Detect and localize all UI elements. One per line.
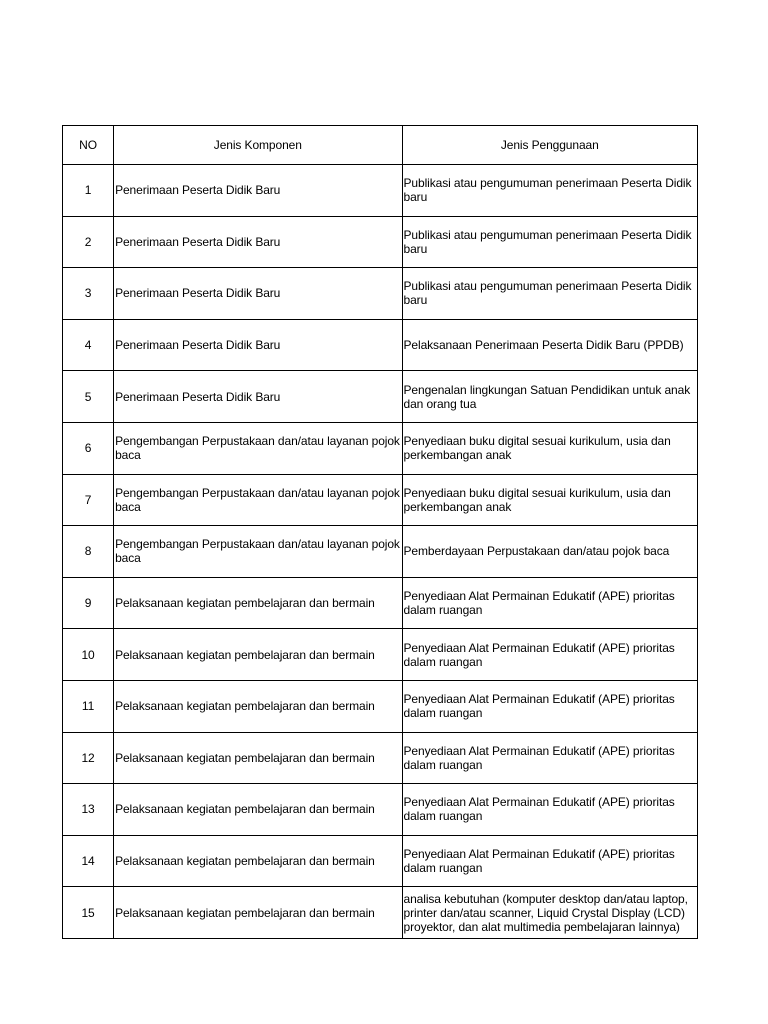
cell-jenis-penggunaan: Penyediaan Alat Permainan Edukatif (APE) prioritas dalam ruangan <box>402 629 697 681</box>
cell-jenis-penggunaan: Penyediaan Alat Permainan Edukatif (APE) prioritas dalam ruangan <box>402 784 697 836</box>
cell-jenis-komponen: Pelaksanaan kegiatan pembelajaran dan bermain <box>114 577 402 629</box>
header-no: NO <box>63 126 114 165</box>
table-row <box>63 319 698 371</box>
cell-jenis-penggunaan: Publikasi atau pengumuman penerimaan Peserta Didik baru <box>402 165 697 217</box>
cell-jenis-penggunaan: Penyediaan Alat Permainan Edukatif (APE) prioritas dalam ruangan <box>402 732 697 784</box>
cell-jenis-komponen: Pelaksanaan kegiatan pembelajaran dan bermain <box>114 887 402 939</box>
table-row <box>63 577 698 629</box>
header-jenis-komponen: Jenis Komponen <box>114 126 402 165</box>
cell-jenis-penggunaan: Penyediaan buku digital sesuai kurikulum, usia dan perkembangan anak <box>402 422 697 474</box>
cell-jenis-penggunaan: Pelaksanaan Penerimaan Peserta Didik Baru (PPDB) <box>402 319 697 371</box>
table-header-row <box>63 126 698 165</box>
cell-no: 3 <box>63 268 114 320</box>
cell-no: 6 <box>63 422 114 474</box>
cell-jenis-penggunaan: Publikasi atau pengumuman penerimaan Peserta Didik baru <box>402 268 697 320</box>
table-row <box>63 835 698 887</box>
cell-jenis-komponen: Pelaksanaan kegiatan pembelajaran dan bermain <box>114 680 402 732</box>
cell-no: 9 <box>63 577 114 629</box>
cell-no: 1 <box>63 165 114 217</box>
table-row <box>63 216 698 268</box>
table-row <box>63 784 698 836</box>
table-row <box>63 526 698 578</box>
cell-jenis-komponen: Pelaksanaan kegiatan pembelajaran dan bermain <box>114 732 402 784</box>
cell-jenis-penggunaan: Pemberdayaan Perpustakaan dan/atau pojok baca <box>402 526 697 578</box>
cell-jenis-komponen: Pengembangan Perpustakaan dan/atau layanan pojok baca <box>114 422 402 474</box>
cell-jenis-penggunaan: Penyediaan Alat Permainan Edukatif (APE) prioritas dalam ruangan <box>402 835 697 887</box>
table-row <box>63 732 698 784</box>
table-row <box>63 268 698 320</box>
cell-jenis-komponen: Penerimaan Peserta Didik Baru <box>114 165 402 217</box>
cell-no: 10 <box>63 629 114 681</box>
table-row <box>63 887 698 939</box>
cell-jenis-komponen: Pengembangan Perpustakaan dan/atau layanan pojok baca <box>114 526 402 578</box>
header-jenis-penggunaan: Jenis Penggunaan <box>402 126 697 165</box>
cell-jenis-komponen: Pelaksanaan kegiatan pembelajaran dan bermain <box>114 835 402 887</box>
cell-jenis-penggunaan: Penyediaan Alat Permainan Edukatif (APE) prioritas dalam ruangan <box>402 680 697 732</box>
cell-no: 15 <box>63 887 114 939</box>
data-table <box>62 125 698 939</box>
cell-jenis-komponen: Penerimaan Peserta Didik Baru <box>114 268 402 320</box>
table-row <box>63 680 698 732</box>
cell-jenis-komponen: Penerimaan Peserta Didik Baru <box>114 319 402 371</box>
cell-no: 13 <box>63 784 114 836</box>
table-row <box>63 629 698 681</box>
cell-no: 2 <box>63 216 114 268</box>
cell-jenis-komponen: Pengembangan Perpustakaan dan/atau layanan pojok baca <box>114 474 402 526</box>
cell-jenis-penggunaan: Penyediaan Alat Permainan Edukatif (APE) prioritas dalam ruangan <box>402 577 697 629</box>
cell-jenis-penggunaan: Pengenalan lingkungan Satuan Pendidikan untuk anak dan orang tua <box>402 371 697 423</box>
table-row <box>63 165 698 217</box>
cell-jenis-komponen: Penerimaan Peserta Didik Baru <box>114 371 402 423</box>
cell-jenis-komponen: Penerimaan Peserta Didik Baru <box>114 216 402 268</box>
cell-jenis-komponen: Pelaksanaan kegiatan pembelajaran dan bermain <box>114 629 402 681</box>
cell-jenis-komponen: Pelaksanaan kegiatan pembelajaran dan bermain <box>114 784 402 836</box>
cell-no: 4 <box>63 319 114 371</box>
cell-jenis-penggunaan: Publikasi atau pengumuman penerimaan Peserta Didik baru <box>402 216 697 268</box>
table-row <box>63 422 698 474</box>
cell-jenis-penggunaan <box>402 887 697 939</box>
cell-jenis-penggunaan: Penyediaan buku digital sesuai kurikulum, usia dan perkembangan anak <box>402 474 697 526</box>
cell-no: 14 <box>63 835 114 887</box>
cell-no: 12 <box>63 732 114 784</box>
cell-no: 7 <box>63 474 114 526</box>
table-row <box>63 371 698 423</box>
cell-jenis-penggunaan-text: analisa kebutuhan (komputer desktop dan/atau laptop, printer dan/atau scanner, Liquid Crystal Display (LCD) proyektor, dan alat multimedia pembelajaran lainnya) <box>403 891 688 934</box>
cell-no: 11 <box>63 680 114 732</box>
cell-no: 8 <box>63 526 114 578</box>
table-body <box>63 165 698 939</box>
table-row <box>63 474 698 526</box>
cell-no: 5 <box>63 371 114 423</box>
